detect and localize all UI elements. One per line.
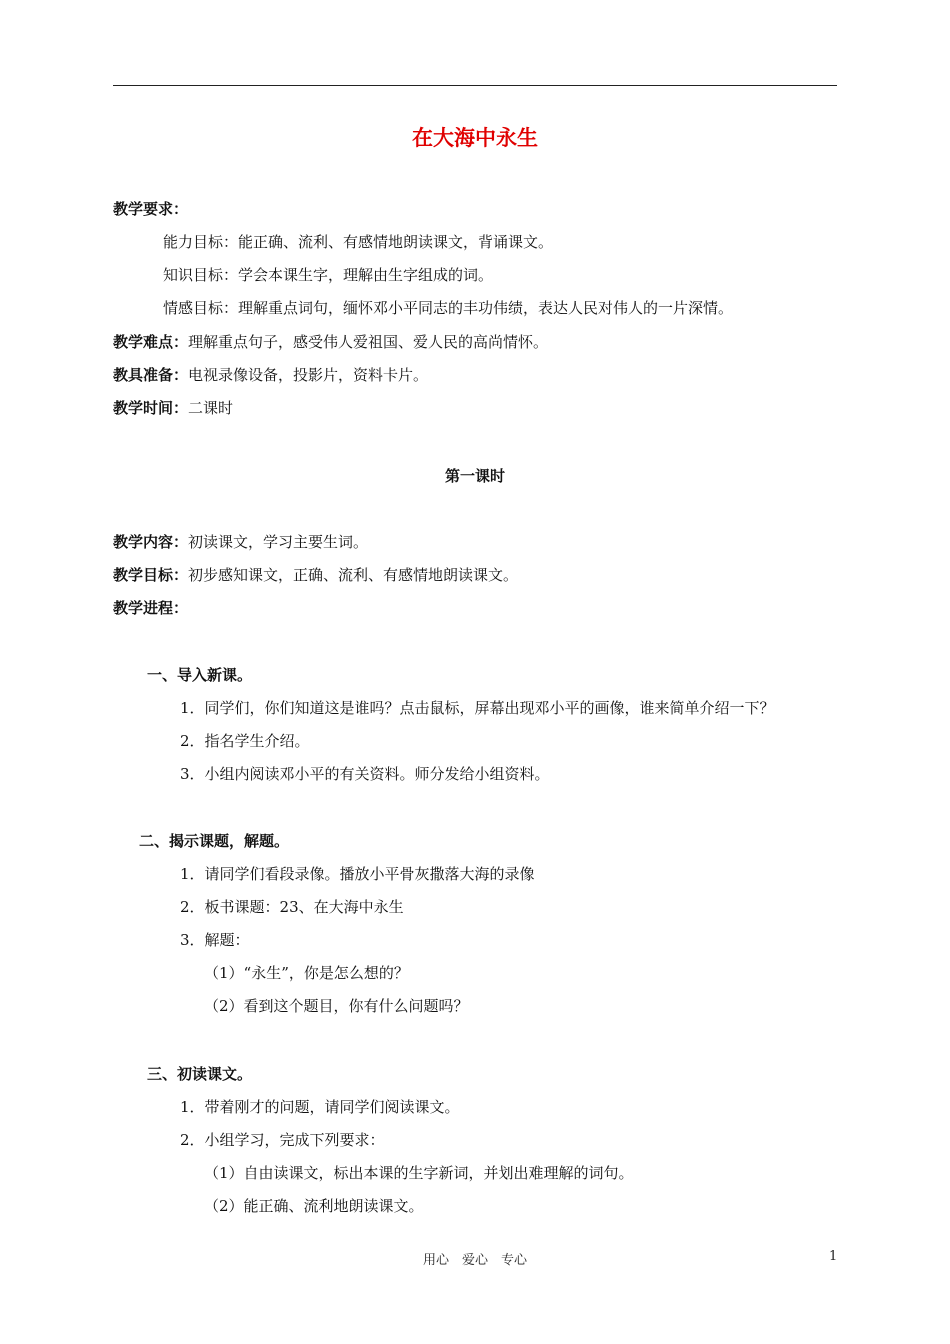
section-item: 2．指名学生介绍。 — [180, 732, 310, 750]
section-heading: 三、初读课文。 — [147, 1065, 253, 1083]
section-item: 3．小组内阅读邓小平的有关资料。师分发给小组资料。 — [180, 765, 550, 783]
goal-text: 初步感知课文，正确、流利、有感情地朗读课文。 — [188, 566, 519, 584]
section-item: 2．板书课题：23、在大海中永生 — [180, 898, 404, 916]
time-text: 二课时 — [188, 399, 234, 417]
section-subitem: （2）看到这个题目，你有什么问题吗？ — [204, 997, 469, 1015]
document-title: 在大海中永生 — [412, 126, 538, 150]
goal-line — [113, 565, 518, 585]
section-subitem: （2）能正确、流利地朗读课文。 — [204, 1197, 424, 1215]
content-label: 教学内容： — [113, 533, 189, 551]
section-subitem: （1）自由读课文，标出本课的生字新词，并划出难理解的词句。 — [204, 1164, 634, 1182]
difficulty-label: 教学难点： — [113, 333, 189, 351]
section-item: 1．请同学们看段录像。播放小平骨灰撒落大海的录像 — [180, 865, 535, 883]
section-item: 1．同学们，你们知道这是谁吗？点击鼠标，屏幕出现邓小平的画像，谁来简单介绍一下？ — [180, 699, 775, 717]
section-item: 1．带着刚才的问题，请同学们阅读课文。 — [180, 1098, 460, 1116]
content-line — [113, 532, 368, 552]
section-item: 3．解题： — [180, 931, 250, 949]
header-rule — [113, 85, 837, 86]
difficulty-line — [113, 332, 548, 352]
section-subitem: （1）“永生”，你是怎么想的？ — [204, 964, 409, 982]
requirement-item: 能力目标：能正确、流利、有感情地朗读课文，背诵课文。 — [163, 233, 554, 251]
footer-motto: 用心 爱心 专心 — [422, 1253, 527, 1268]
time-label: 教学时间： — [113, 399, 189, 417]
section-heading: 二、揭示课题，解题。 — [139, 832, 290, 850]
section-item: 2．小组学习，完成下列要求： — [180, 1131, 385, 1149]
section-heading: 一、导入新课。 — [147, 666, 253, 684]
difficulty-text: 理解重点句子，感受伟人爱祖国、爱人民的高尚情怀。 — [188, 333, 549, 351]
requirement-item: 知识目标：学会本课生字，理解由生字组成的词。 — [163, 266, 494, 284]
equipment-label: 教具准备： — [113, 366, 189, 384]
equipment-text: 电视录像设备，投影片，资料卡片。 — [188, 366, 429, 384]
page-number: 1 — [829, 1249, 838, 1264]
goal-label: 教学目标： — [113, 566, 189, 584]
lesson-heading: 第一课时 — [444, 467, 505, 485]
time-line — [113, 398, 233, 418]
equipment-line — [113, 365, 428, 385]
requirements-label: 教学要求： — [113, 200, 189, 218]
content-text: 初读课文，学习主要生词。 — [188, 533, 369, 551]
process-label: 教学进程： — [113, 599, 189, 617]
requirement-item: 情感目标：理解重点词句，缅怀邓小平同志的丰功伟绩，表达人民对伟人的一片深情。 — [163, 299, 734, 317]
